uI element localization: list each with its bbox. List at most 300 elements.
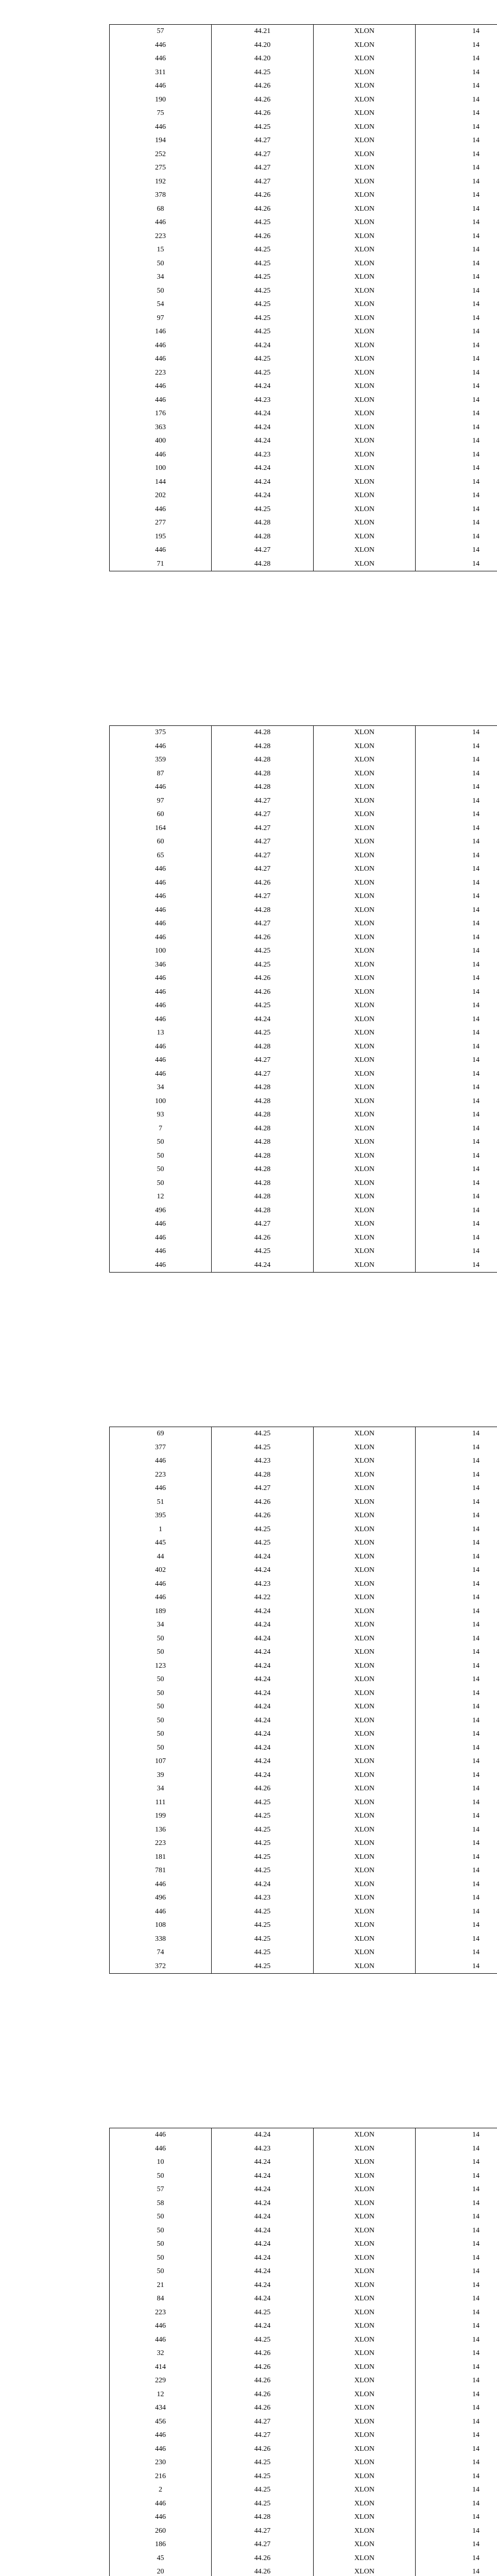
venue-cell: XLON <box>314 1960 416 1974</box>
price-cell: 44.28 <box>212 2511 314 2524</box>
venue-cell: XLON <box>314 1823 416 1837</box>
trade-table <box>109 1427 497 1974</box>
volume-cell: 21 <box>110 2279 212 2293</box>
volume-cell: 111 <box>110 1796 212 1810</box>
venue-cell: XLON <box>314 1878 416 1892</box>
venue-cell: XLON <box>314 489 416 503</box>
volume-cell: 456 <box>110 2415 212 2429</box>
venue-cell: XLON <box>314 1933 416 1946</box>
price-cell: 44.27 <box>212 161 314 175</box>
volume-cell: 446 <box>110 2511 212 2524</box>
venue-cell: XLON <box>314 2183 416 2197</box>
venue-cell: XLON <box>314 1591 416 1605</box>
time-cell: 14 <box>416 1755 497 1769</box>
price-cell: 44.23 <box>212 2142 314 2156</box>
price-cell: 44.21 <box>212 25 314 39</box>
venue-cell: XLON <box>314 270 416 284</box>
table-row <box>110 2128 497 2142</box>
table-row <box>110 339 497 353</box>
volume-cell: 446 <box>110 1067 212 1081</box>
venue-cell: XLON <box>314 148 416 162</box>
time-cell: 14 <box>416 1427 497 1441</box>
price-cell: 44.25 <box>212 121 314 134</box>
venue-cell: XLON <box>314 52 416 66</box>
volume-cell: 395 <box>110 1509 212 1523</box>
volume-cell: 100 <box>110 1095 212 1109</box>
price-cell: 44.20 <box>212 52 314 66</box>
price-cell: 44.28 <box>212 781 314 794</box>
volume-cell: 446 <box>110 1217 212 1231</box>
volume-cell: 20 <box>110 2565 212 2576</box>
venue-cell: XLON <box>314 216 416 230</box>
volume-cell: 446 <box>110 781 212 794</box>
price-cell: 44.27 <box>212 808 314 822</box>
time-cell: 14 <box>416 2142 497 2156</box>
volume-cell: 50 <box>110 257 212 271</box>
time-cell: 14 <box>416 1769 497 1783</box>
volume-cell: 176 <box>110 407 212 421</box>
time-cell: 14 <box>416 1190 497 1204</box>
table-row <box>110 1468 497 1482</box>
price-cell: 44.26 <box>212 2552 314 2566</box>
price-cell: 44.27 <box>212 2524 314 2538</box>
venue-cell: XLON <box>314 781 416 794</box>
time-cell: 14 <box>416 1591 497 1605</box>
venue-cell: XLON <box>314 1891 416 1905</box>
volume-cell: 199 <box>110 1809 212 1823</box>
table-row <box>110 1714 497 1728</box>
price-cell: 44.25 <box>212 944 314 958</box>
venue-cell: XLON <box>314 904 416 918</box>
venue-cell: XLON <box>314 1204 416 1218</box>
venue-cell: XLON <box>314 1054 416 1067</box>
venue-cell: XLON <box>314 1523 416 1537</box>
venue-cell: XLON <box>314 1190 416 1204</box>
volume-cell: 146 <box>110 325 212 339</box>
price-cell: 44.25 <box>212 2456 314 2470</box>
volume-cell: 223 <box>110 2306 212 2320</box>
volume-cell: 446 <box>110 2443 212 2456</box>
price-cell: 44.27 <box>212 849 314 863</box>
volume-cell: 107 <box>110 1755 212 1769</box>
price-cell: 44.23 <box>212 394 314 408</box>
table-row <box>110 1632 497 1646</box>
time-cell: 14 <box>416 794 497 808</box>
price-cell: 44.26 <box>212 93 314 107</box>
time-cell: 14 <box>416 243 497 257</box>
venue-cell: XLON <box>314 2443 416 2456</box>
table-row <box>110 1067 497 1081</box>
price-cell: 44.25 <box>212 958 314 972</box>
volume-cell: 44 <box>110 1550 212 1564</box>
time-cell: 14 <box>416 1177 497 1191</box>
price-cell: 44.25 <box>212 325 314 339</box>
venue-cell: XLON <box>314 808 416 822</box>
time-cell: 14 <box>416 489 497 503</box>
volume-cell: 446 <box>110 2319 212 2333</box>
time-cell: 14 <box>416 216 497 230</box>
venue-cell: XLON <box>314 1217 416 1231</box>
venue-cell: XLON <box>314 1946 416 1960</box>
volume-cell: 50 <box>110 1727 212 1741</box>
price-cell: 44.25 <box>212 366 314 380</box>
price-cell: 44.25 <box>212 284 314 298</box>
table-row <box>110 917 497 931</box>
time-cell: 14 <box>416 2319 497 2333</box>
venue-cell: XLON <box>314 794 416 808</box>
table-row <box>110 1891 497 1905</box>
table-row <box>110 66 497 80</box>
venue-cell: XLON <box>314 2333 416 2347</box>
volume-cell: 781 <box>110 1864 212 1878</box>
time-cell: 14 <box>416 767 497 781</box>
time-cell: 14 <box>416 121 497 134</box>
price-cell: 44.25 <box>212 352 314 366</box>
time-cell: 14 <box>416 39 497 53</box>
time-cell: 14 <box>416 726 497 740</box>
venue-cell: XLON <box>314 2251 416 2265</box>
table-row <box>110 1687 497 1701</box>
venue-cell: XLON <box>314 862 416 876</box>
table-row <box>110 1809 497 1823</box>
volume-cell: 377 <box>110 1441 212 1455</box>
table-row <box>110 822 497 836</box>
price-cell: 44.27 <box>212 794 314 808</box>
time-cell: 14 <box>416 2538 497 2552</box>
table-row <box>110 931 497 945</box>
time-cell: 14 <box>416 1259 497 1273</box>
price-cell: 44.24 <box>212 434 314 448</box>
price-cell: 44.25 <box>212 1026 314 1040</box>
volume-cell: 50 <box>110 2238 212 2251</box>
table-row <box>110 1081 497 1095</box>
table-row <box>110 1163 497 1177</box>
volume-cell: 446 <box>110 216 212 230</box>
price-cell: 44.25 <box>212 312 314 326</box>
price-cell: 44.26 <box>212 2443 314 2456</box>
price-cell: 44.25 <box>212 1536 314 1550</box>
price-cell: 44.24 <box>212 1687 314 1701</box>
time-cell: 14 <box>416 2388 497 2402</box>
time-cell: 14 <box>416 1823 497 1837</box>
price-cell: 44.24 <box>212 2251 314 2265</box>
time-cell: 14 <box>416 1482 497 1496</box>
volume-cell: 192 <box>110 175 212 189</box>
time-cell: 14 <box>416 2374 497 2388</box>
volume-cell: 446 <box>110 986 212 999</box>
time-cell: 14 <box>416 270 497 284</box>
table-row <box>110 476 497 489</box>
volume-cell: 54 <box>110 298 212 312</box>
table-row <box>110 2401 497 2415</box>
time-cell: 14 <box>416 1946 497 1960</box>
volume-cell: 223 <box>110 1837 212 1851</box>
table-row <box>110 1673 497 1687</box>
volume-cell: 50 <box>110 1632 212 1646</box>
table-row <box>110 148 497 162</box>
venue-cell: XLON <box>314 1177 416 1191</box>
price-cell: 44.28 <box>212 1163 314 1177</box>
table-row <box>110 530 497 544</box>
venue-cell: XLON <box>314 421 416 435</box>
time-cell: 14 <box>416 1468 497 1482</box>
table-row <box>110 2333 497 2347</box>
volume-cell: 338 <box>110 1933 212 1946</box>
table-row <box>110 325 497 339</box>
price-cell: 44.26 <box>212 2388 314 2402</box>
table-row <box>110 1496 497 1510</box>
price-cell: 44.24 <box>212 2238 314 2251</box>
venue-cell: XLON <box>314 1673 416 1687</box>
table-row <box>110 1536 497 1550</box>
volume-cell: 12 <box>110 1190 212 1204</box>
price-cell: 44.26 <box>212 2401 314 2415</box>
table-row <box>110 2224 497 2238</box>
venue-cell: XLON <box>314 2156 416 2170</box>
volume-cell: 50 <box>110 1177 212 1191</box>
venue-cell: XLON <box>314 1905 416 1919</box>
volume-cell: 60 <box>110 808 212 822</box>
venue-cell: XLON <box>314 767 416 781</box>
table-row <box>110 1727 497 1741</box>
table-row <box>110 2511 497 2524</box>
volume-cell: 50 <box>110 2265 212 2279</box>
table-row <box>110 986 497 999</box>
price-cell: 44.26 <box>212 972 314 986</box>
table-row <box>110 2538 497 2552</box>
time-cell: 14 <box>416 1067 497 1081</box>
time-cell: 14 <box>416 257 497 271</box>
volume-cell: 446 <box>110 1878 212 1892</box>
venue-cell: XLON <box>314 1427 416 1441</box>
price-cell: 44.25 <box>212 2470 314 2484</box>
price-cell: 44.28 <box>212 1136 314 1149</box>
price-cell: 44.24 <box>212 339 314 353</box>
table-row <box>110 794 497 808</box>
volume-cell: 186 <box>110 2538 212 2552</box>
venue-cell: XLON <box>314 1136 416 1149</box>
time-cell: 14 <box>416 434 497 448</box>
time-cell: 14 <box>416 2443 497 2456</box>
time-cell: 14 <box>416 1878 497 1892</box>
venue-cell: XLON <box>314 434 416 448</box>
venue-cell: XLON <box>314 544 416 557</box>
time-cell: 14 <box>416 298 497 312</box>
volume-cell: 311 <box>110 66 212 80</box>
time-cell: 14 <box>416 753 497 767</box>
time-cell: 14 <box>416 25 497 39</box>
volume-cell: 190 <box>110 93 212 107</box>
volume-cell: 277 <box>110 516 212 530</box>
time-cell: 14 <box>416 904 497 918</box>
table-row <box>110 352 497 366</box>
table-row <box>110 121 497 134</box>
volume-cell: 194 <box>110 134 212 148</box>
table-row <box>110 1960 497 1974</box>
time-cell: 14 <box>416 516 497 530</box>
price-cell: 44.28 <box>212 1040 314 1054</box>
time-cell: 14 <box>416 1550 497 1564</box>
time-cell: 14 <box>416 2361 497 2375</box>
table-row <box>110 2374 497 2388</box>
table-row <box>110 25 497 39</box>
table-row <box>110 1108 497 1122</box>
time-cell: 14 <box>416 175 497 189</box>
time-cell: 14 <box>416 476 497 489</box>
venue-cell: XLON <box>314 243 416 257</box>
volume-cell: 108 <box>110 1919 212 1933</box>
volume-cell: 34 <box>110 1081 212 1095</box>
venue-cell: XLON <box>314 2142 416 2156</box>
volume-cell: 446 <box>110 121 212 134</box>
table-row <box>110 876 497 890</box>
time-cell: 14 <box>416 1809 497 1823</box>
table-row <box>110 1054 497 1067</box>
time-cell: 14 <box>416 2128 497 2142</box>
time-cell: 14 <box>416 808 497 822</box>
volume-cell: 50 <box>110 1136 212 1149</box>
volume-cell: 446 <box>110 1591 212 1605</box>
venue-cell: XLON <box>314 66 416 80</box>
price-cell: 44.24 <box>212 2197 314 2211</box>
time-cell: 14 <box>416 822 497 836</box>
venue-cell: XLON <box>314 2552 416 2566</box>
venue-cell: XLON <box>314 93 416 107</box>
time-cell: 14 <box>416 862 497 876</box>
table-row <box>110 421 497 435</box>
table-row <box>110 462 497 476</box>
table-row <box>110 999 497 1013</box>
volume-cell: 57 <box>110 2183 212 2197</box>
time-cell: 14 <box>416 781 497 794</box>
venue-cell: XLON <box>314 2279 416 2293</box>
volume-cell: 71 <box>110 557 212 571</box>
volume-cell: 50 <box>110 2170 212 2183</box>
venue-cell: XLON <box>314 2292 416 2306</box>
price-cell: 44.24 <box>212 1673 314 1687</box>
venue-cell: XLON <box>314 2197 416 2211</box>
time-cell: 14 <box>416 740 497 754</box>
time-cell: 14 <box>416 2279 497 2293</box>
time-cell: 14 <box>416 1496 497 1510</box>
price-cell: 44.24 <box>212 380 314 394</box>
time-cell: 14 <box>416 1891 497 1905</box>
time-cell: 14 <box>416 1564 497 1578</box>
time-cell: 14 <box>416 1441 497 1455</box>
table-row <box>110 2470 497 2484</box>
price-cell: 44.23 <box>212 1891 314 1905</box>
table-row <box>110 2210 497 2224</box>
venue-cell: XLON <box>314 39 416 53</box>
venue-cell: XLON <box>314 1259 416 1273</box>
table-row <box>110 2197 497 2211</box>
table-row <box>110 189 497 202</box>
price-cell: 44.25 <box>212 1245 314 1259</box>
volume-cell: 446 <box>110 2429 212 2443</box>
price-cell: 44.20 <box>212 39 314 53</box>
volume-cell: 68 <box>110 202 212 216</box>
price-cell: 44.28 <box>212 1081 314 1095</box>
venue-cell: XLON <box>314 1632 416 1646</box>
table-row <box>110 366 497 380</box>
price-cell: 44.24 <box>212 421 314 435</box>
volume-cell: 58 <box>110 2197 212 2211</box>
time-cell: 14 <box>416 1837 497 1851</box>
venue-cell: XLON <box>314 1095 416 1109</box>
table-row <box>110 380 497 394</box>
time-cell: 14 <box>416 339 497 353</box>
time-cell: 14 <box>416 2292 497 2306</box>
table-row <box>110 79 497 93</box>
table-row <box>110 2170 497 2183</box>
price-cell: 44.28 <box>212 767 314 781</box>
time-cell: 14 <box>416 2197 497 2211</box>
volume-cell: 39 <box>110 1769 212 1783</box>
venue-cell: XLON <box>314 876 416 890</box>
venue-cell: XLON <box>314 2401 416 2415</box>
price-cell: 44.25 <box>212 1864 314 1878</box>
time-cell: 14 <box>416 79 497 93</box>
venue-cell: XLON <box>314 1741 416 1755</box>
table-row <box>110 1796 497 1810</box>
volume-cell: 1 <box>110 1523 212 1537</box>
volume-cell: 446 <box>110 740 212 754</box>
price-cell: 44.25 <box>212 2483 314 2497</box>
price-cell: 44.26 <box>212 931 314 945</box>
table-row <box>110 1659 497 1673</box>
venue-cell: XLON <box>314 1919 416 1933</box>
volume-cell: 446 <box>110 972 212 986</box>
time-cell: 14 <box>416 1054 497 1067</box>
volume-cell: 375 <box>110 726 212 740</box>
table-row <box>110 2552 497 2566</box>
time-cell: 14 <box>416 2511 497 2524</box>
price-cell: 44.24 <box>212 2183 314 2197</box>
price-cell: 44.24 <box>212 2156 314 2170</box>
price-cell: 44.25 <box>212 298 314 312</box>
table-row <box>110 1700 497 1714</box>
trade-table <box>109 2128 497 2576</box>
venue-cell: XLON <box>314 1687 416 1701</box>
time-cell: 14 <box>416 2497 497 2511</box>
table-row <box>110 1204 497 1218</box>
time-cell: 14 <box>416 2265 497 2279</box>
table-row <box>110 1578 497 1591</box>
table-row <box>110 544 497 557</box>
venue-cell: XLON <box>314 1454 416 1468</box>
price-cell: 44.24 <box>212 1013 314 1027</box>
price-cell: 44.26 <box>212 1231 314 1245</box>
venue-cell: XLON <box>314 1026 416 1040</box>
time-cell: 14 <box>416 148 497 162</box>
table-row <box>110 1878 497 1892</box>
price-cell: 44.26 <box>212 2361 314 2375</box>
table-row <box>110 1454 497 1468</box>
volume-cell: 50 <box>110 1163 212 1177</box>
volume-cell: 446 <box>110 79 212 93</box>
time-cell: 14 <box>416 134 497 148</box>
venue-cell: XLON <box>314 1755 416 1769</box>
volume-cell: 446 <box>110 2142 212 2156</box>
volume-cell: 229 <box>110 2374 212 2388</box>
price-cell: 44.26 <box>212 79 314 93</box>
trade-table <box>109 24 497 571</box>
volume-cell: 446 <box>110 904 212 918</box>
table-row <box>110 2319 497 2333</box>
venue-cell: XLON <box>314 753 416 767</box>
venue-cell: XLON <box>314 298 416 312</box>
table-row <box>110 284 497 298</box>
